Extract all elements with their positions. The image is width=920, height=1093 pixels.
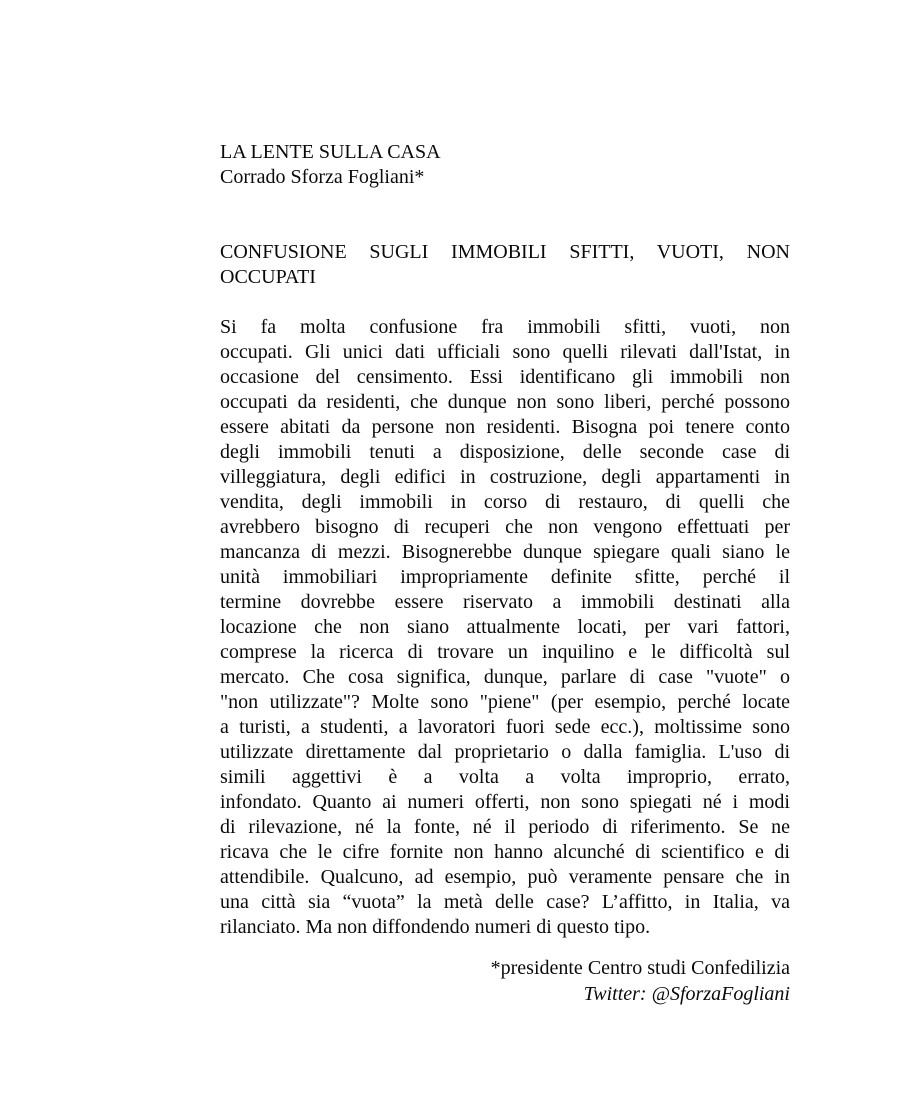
body-line: mercato. Che cosa significa, dunque, parlare di case "vuote" o: [220, 666, 790, 688]
body-line: villeggiatura, degli edifici in costruzione, degli appartamenti in: [220, 466, 790, 488]
body-line: locazione che non siano attualmente locati, per vari fattori,: [220, 616, 790, 638]
footer-block: [220, 955, 790, 1007]
body-line: rilanciato. Ma non diffondendo numeri di questo tipo.: [220, 916, 651, 938]
body-line: a turisti, a studenti, a lavoratori fuori sede ecc.), moltissime sono: [220, 716, 790, 738]
document-title: LA LENTE SULLA CASA: [220, 141, 441, 163]
body-line: "non utilizzate"? Molte sono "piene" (per esempio, perché locate: [220, 691, 790, 713]
body-line: essere abitati da persone non residenti. Bisogna poi tenere conto: [220, 416, 790, 438]
body-line: occupati da residenti, che dunque non sono liberi, perché possono: [220, 391, 790, 413]
body-line: una città sia “vuota” la metà delle case? L’affitto, in Italia, va: [220, 891, 790, 913]
document-author: Corrado Sforza Fogliani*: [220, 166, 425, 188]
body-line: termine dovrebbe essere riservato a immobili destinati alla: [220, 591, 790, 613]
body-line: Si fa molta confusione fra immobili sfitti, vuoti, non: [220, 316, 790, 338]
body-line: vendita, degli immobili in corso di restauro, di quelli che: [220, 491, 790, 513]
title-block: [220, 140, 790, 190]
article-body: [220, 315, 790, 940]
heading-line: CONFUSIONE SUGLI IMMOBILI SFITTI, VUOTI, NON: [220, 241, 790, 263]
body-line: attendibile. Qualcuno, ad esempio, può veramente pensare che in: [220, 866, 790, 888]
body-line: degli immobili tenuti a disposizione, delle seconde case di: [220, 441, 790, 463]
section-heading: [220, 240, 790, 290]
body-line: occasione del censimento. Essi identificano gli immobili non: [220, 366, 790, 388]
author-credit: *presidente Centro studi Confedilizia: [490, 957, 790, 979]
body-line: utilizzate direttamente dal proprietario o dalla famiglia. L'uso di: [220, 741, 790, 763]
body-line: simili aggettivi è a volta a volta improprio, errato,: [220, 766, 790, 788]
body-line: avrebbero bisogno di recuperi che non vengono effettuati per: [220, 516, 790, 538]
body-line: mancanza di mezzi. Bisognerebbe dunque spiegare quali siano le: [220, 541, 790, 563]
body-line: infondato. Quanto ai numeri offerti, non sono spiegati né i modi: [220, 791, 790, 813]
twitter-handle: Twitter: @SforzaFogliani: [583, 983, 790, 1005]
body-line: unità immobiliari impropriamente definite sfitte, perché il: [220, 566, 790, 588]
heading-line: OCCUPATI: [220, 266, 316, 288]
body-line: occupati. Gli unici dati ufficiali sono quelli rilevati dall'Istat, in: [220, 341, 790, 363]
body-line: di rilevazione, né la fonte, né il periodo di riferimento. Se ne: [220, 816, 790, 838]
body-line: ricava che le cifre fornite non hanno alcunché di scientifico e di: [220, 841, 790, 863]
body-line: comprese la ricerca di trovare un inquilino e le difficoltà sul: [220, 641, 790, 663]
article: [220, 140, 790, 1007]
